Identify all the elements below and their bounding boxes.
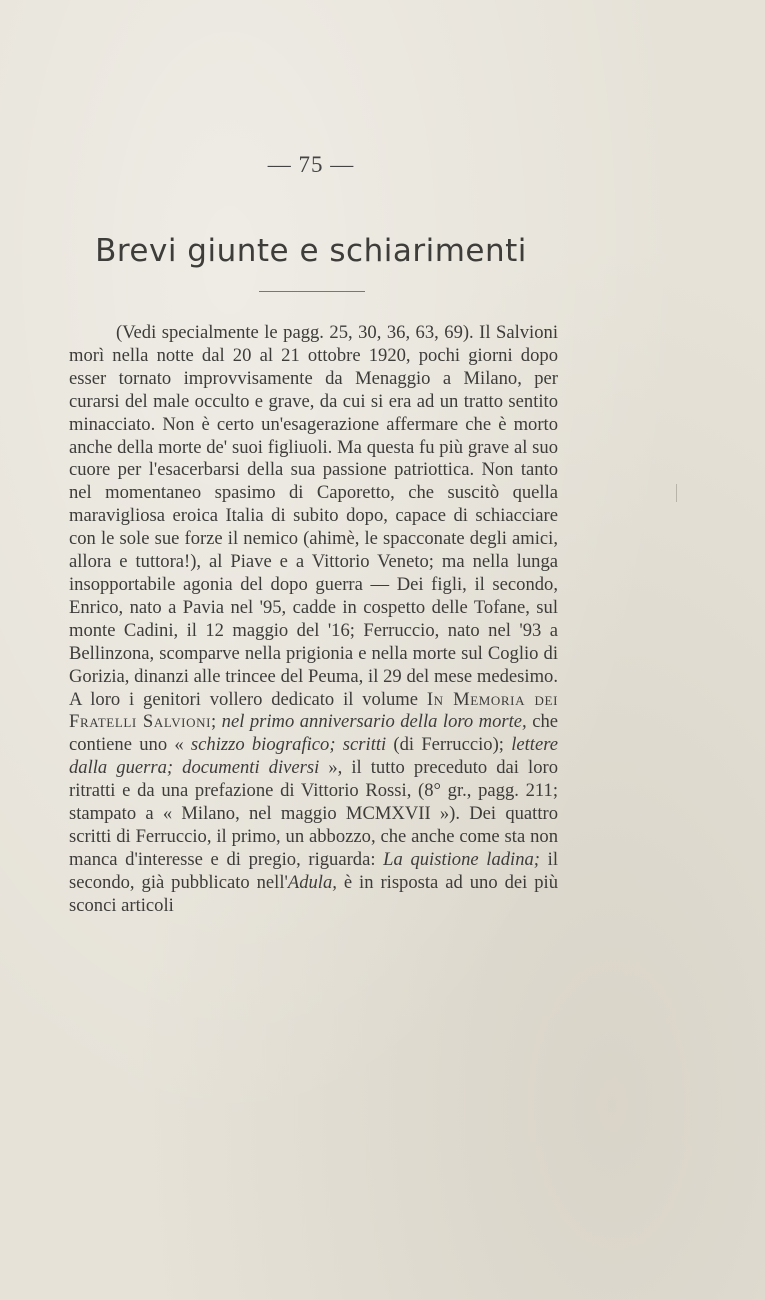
italic-contents-2: lettere dalla guerra; documenti diversi — [69, 734, 558, 779]
text-run: (Vedi specialmente le pagg. 25, 30, 36, 63, 69). Il Salvioni morì nella notte dal 20 al 21 ottobre 1920, pochi giorni dopo esser tornato improvvisamente da Menaggio a Milano, per curarsi del male occulto e grave, da cui si era ad un tratto sentito minacciato. Non è certo un'esagerazione affermare che è morto anche della morte de' suoi figliuoli. Ma questa fu più grave al suo cuore per l'esacerbarsi della sua passione patriottica. Non tanto nel momentaneo spasimo di Caporetto, che suscitò quella maravigliosa eroica Italia di subito dopo, capace di schiacciare con le sole sue forze il nemico (ahimè, le spacconate degli amici, allora e tuttora!), al Piave e a Vittorio Veneto; ma nella lunga insopportabile agonia del dopo guerra — Dei figli, il secondo, Enrico, nato a Pavia nel '95, cadde in cospetto delle Tofane, sul monte Cadini, il 12 maggio del '16; Ferruccio, nato nel '93 a Bellinzona, scomparve nella prigionia e nella morte sul Coglio di Gorizia, dinanzi alle trincee del Peuma, il 29 del mese medesimo. A loro i genitori vollero dedicato il volume — [69, 322, 558, 710]
italic-subtitle: nel primo anniversario della loro morte, — [221, 711, 527, 733]
book-title-smallcaps: In Memoria dei Fratelli Salvioni — [69, 688, 558, 733]
text-run: ; — [211, 711, 222, 733]
italic-essay-title: La quistione ladina; — [383, 848, 540, 870]
italic-journal-name: Adula, — [287, 871, 337, 893]
title-divider — [259, 291, 365, 292]
margin-pencil-mark — [676, 484, 677, 502]
italic-contents-1: schizzo biografico; scritti — [190, 734, 387, 756]
text-run: », il tutto preceduto dai loro ritratti e da una prefazione di Vittorio Rossi, (8° gr., pagg. 211; stampato a « Milano, nel maggio MCMXVII »). Dei quattro scritti di Ferruccio, il primo, un abbozzo, che anche come sta non manca d'interesse e di pregio, riguarda: — [69, 757, 558, 870]
page-number: — 75 — — [267, 152, 355, 177]
text-run: (di Ferruccio); — [386, 734, 512, 756]
section-title: Brevi giunte e schiarimenti — [95, 233, 527, 269]
text-run: il secondo, già pubblicato nell' — [69, 848, 558, 893]
body-paragraph — [69, 322, 558, 918]
text-run: è in risposta ad uno dei più sconci articoli — [69, 871, 558, 916]
text-run: che contiene uno « — [69, 711, 558, 756]
